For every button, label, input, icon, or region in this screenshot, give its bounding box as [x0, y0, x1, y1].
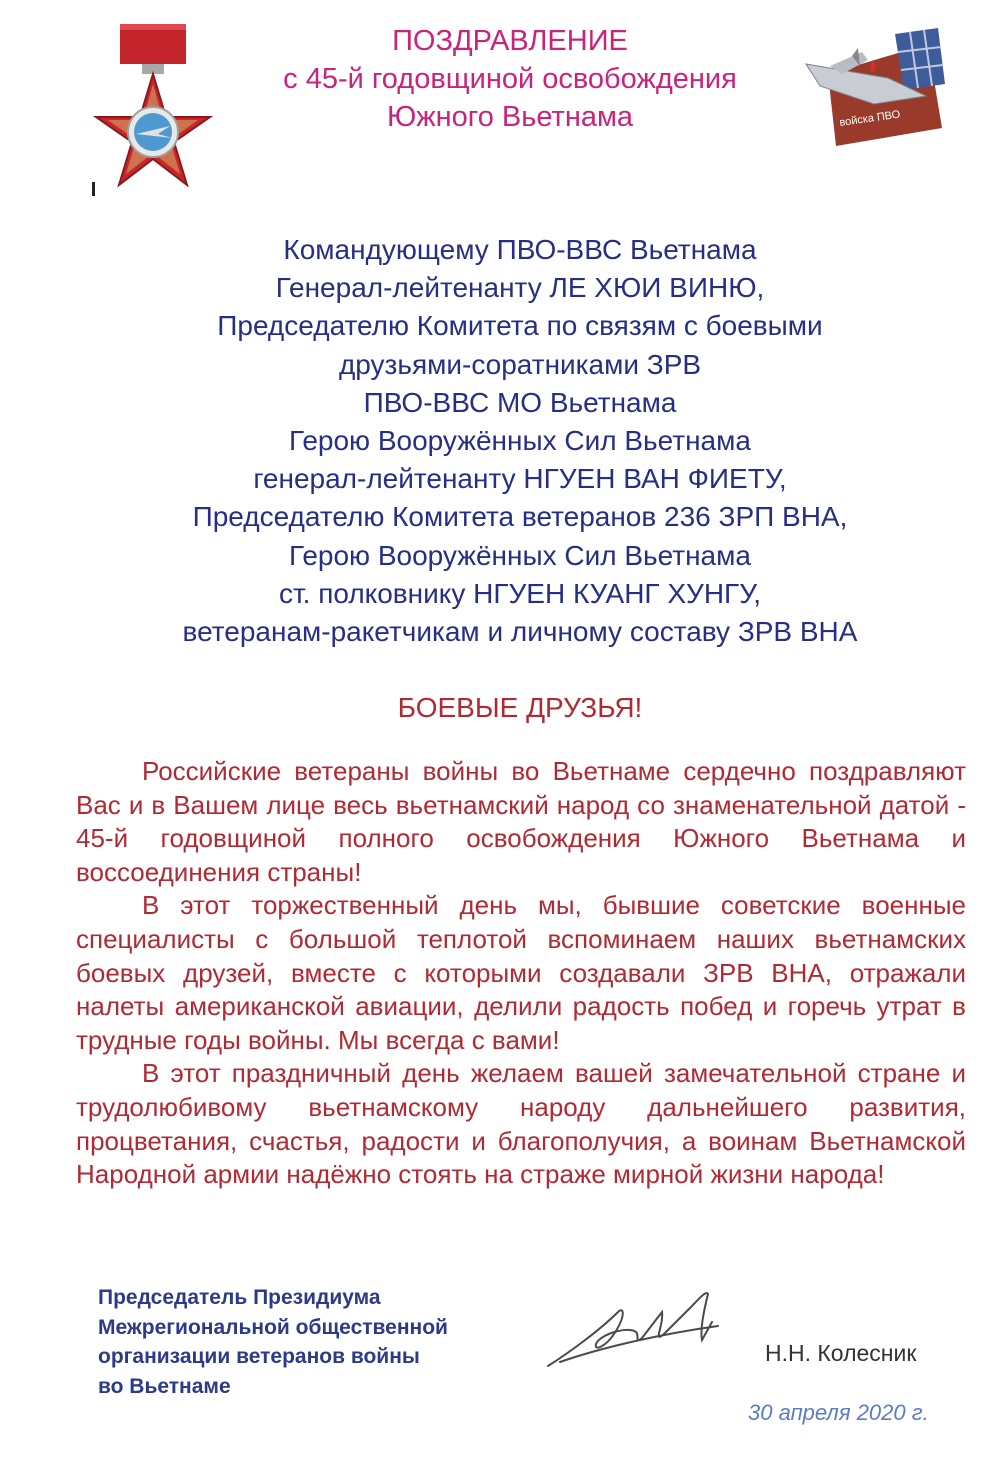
addressee-line: ветеранам-ракетчикам и личному составу ЗРВ ВНА [182, 616, 858, 648]
air-defense-badge-icon [800, 26, 950, 151]
addressee-line: друзьями-соратниками ЗРВ [338, 348, 702, 380]
title-line-2: с 45-й годовщиной освобождения [283, 63, 737, 95]
addressee-line: Генерал-лейтенанту ЛЕ ХЮИ ВИНЮ, [275, 272, 765, 304]
addressee-line: Герою Вооружённых Сил Вьетнама [289, 539, 751, 571]
body-paragraph: В этот торжественный день мы, бывшие советские военные специалисты с большой теплотой вспоминаем наших вьетнамских боевых друзей, вместе с которыми создавали ЗРВ ВНА, отражали налеты американской авиации, делили радость побед и горечь утрат в трудные годы войны. Мы всегда с вами! [76, 890, 966, 1055]
letter-body [76, 755, 966, 1192]
addressee-block [60, 231, 980, 651]
addressee-line: Герою Вооружённых Сил Вьетнама [289, 425, 751, 457]
addressee-line: Председателю Комитета по связям с боевыми [217, 310, 823, 342]
addressee-line: ст. полковнику НГУЕН КУАНГ ХУНГУ, [278, 577, 762, 609]
page-title [230, 22, 790, 136]
signatory-title [98, 1283, 528, 1401]
signatory-line: Межрегиональной общественной [98, 1315, 448, 1339]
body-paragraph: В этот праздничный день желаем вашей замечательной стране и трудолюбивому вьетнамскому народу дальнейшего развития, процветания, счастья, радости и благополучия, а воинам Вьетнамской Народной армии надёжно стоять на страже мирной жизни народа! [76, 1058, 966, 1190]
addressee-line: Председателю Комитета ветеранов 236 ЗРП ВНА, [192, 501, 848, 533]
addressee-line: генерал-лейтенанту НГУЕН ВАН ФИЕТУ, [253, 463, 787, 495]
title-line-3: Южного Вьетнама [386, 101, 634, 133]
addressee-line: Командующему ПВО-ВВС Вьетнама [283, 234, 757, 265]
addressee-line: ПВО-ВВС МО Вьетнама [363, 386, 677, 418]
badge-text: войска ПВО [838, 108, 901, 129]
signatory-line: Председатель Президиума [98, 1286, 381, 1309]
star-medal-icon [88, 22, 218, 202]
body-paragraph: Российские ветераны войны во Вьетнаме сердечно поздравляют Вас и в Вашем лице весь вьетнамский народ со знаменательной датой - 45-й годовщиной полного освобождения Южного Вьетнама и воссоединения страны! [76, 756, 966, 887]
signatory-line: во Вьетнаме [98, 1374, 231, 1398]
title-line-1: ПОЗДРАВЛЕНИЕ [392, 25, 628, 57]
letter-date: 30 апреля 2020 г. [748, 1400, 929, 1425]
handwritten-signature [540, 1282, 730, 1377]
signer-name: Н.Н. Колесник [765, 1340, 917, 1366]
greeting-heading: БОЕВЫЕ ДРУЗЬЯ! [397, 692, 643, 723]
signatory-line: организации ветеранов войны [98, 1345, 420, 1368]
